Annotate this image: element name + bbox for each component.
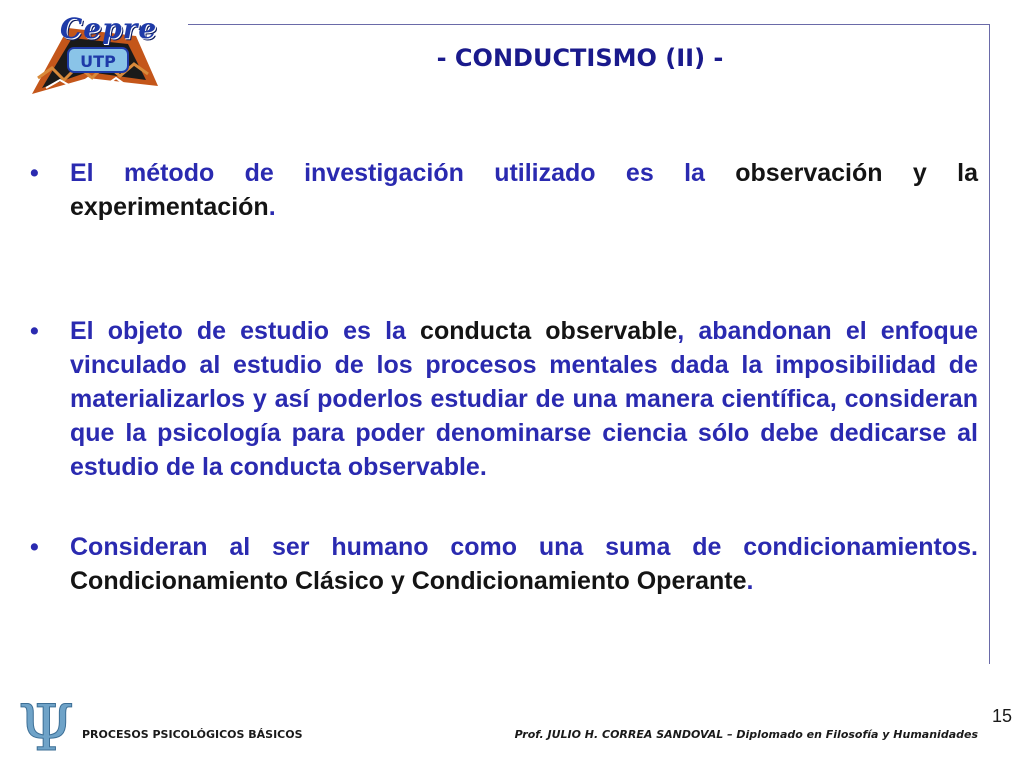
bullet-highlight: conducta observable	[420, 317, 678, 345]
footer-course: PROCESOS PSICOLÓGICOS BÁSICOS	[82, 728, 303, 741]
top-rule	[188, 24, 990, 25]
bullet-text: .	[268, 193, 276, 221]
page-number: 15	[991, 706, 1012, 726]
bullet-highlight: Condicionamiento Clásico y Condicionamiento Operante	[70, 567, 747, 595]
bullet-marker: •	[30, 317, 39, 345]
svg-text:Ψ: Ψ	[17, 694, 75, 758]
slide-title: - CONDUCTISMO (II) -	[436, 44, 724, 72]
bullet-item	[30, 530, 978, 598]
cepre-logo	[28, 8, 162, 96]
logo-text: Cepre	[60, 12, 158, 45]
bullet-text: Consideran al ser humano como una suma de condicionamientos.	[70, 533, 978, 561]
bullet-marker: •	[30, 533, 39, 561]
bullet-highlight: observación y la experimentación	[70, 159, 978, 221]
bullet-item	[30, 314, 978, 484]
footer-professor: Prof. JULIO H. CORREA SANDOVAL – Diplomado en Filosofía y Humanidades	[514, 728, 978, 741]
bullet-item	[30, 156, 978, 224]
bullet-text: El método de investigación utilizado es la	[70, 159, 736, 187]
svg-text:UTP: UTP	[80, 52, 116, 71]
bullet-text: .	[746, 567, 754, 595]
bullet-list	[30, 156, 978, 598]
bullet-text: El objeto de estudio es la	[70, 317, 421, 345]
bullet-marker: •	[30, 159, 39, 187]
psi-icon	[12, 694, 80, 758]
bullet-text: , abandonan el enfoque vinculado al estudio de los procesos mentales dada la imposibilidad de materializarlos y así poderlos estudiar de una manera científica, consideran que la psicología para poder denominarse ciencia sólo debe dedicarse al estudio de la conducta observable.	[70, 317, 978, 481]
right-rule	[989, 24, 990, 664]
